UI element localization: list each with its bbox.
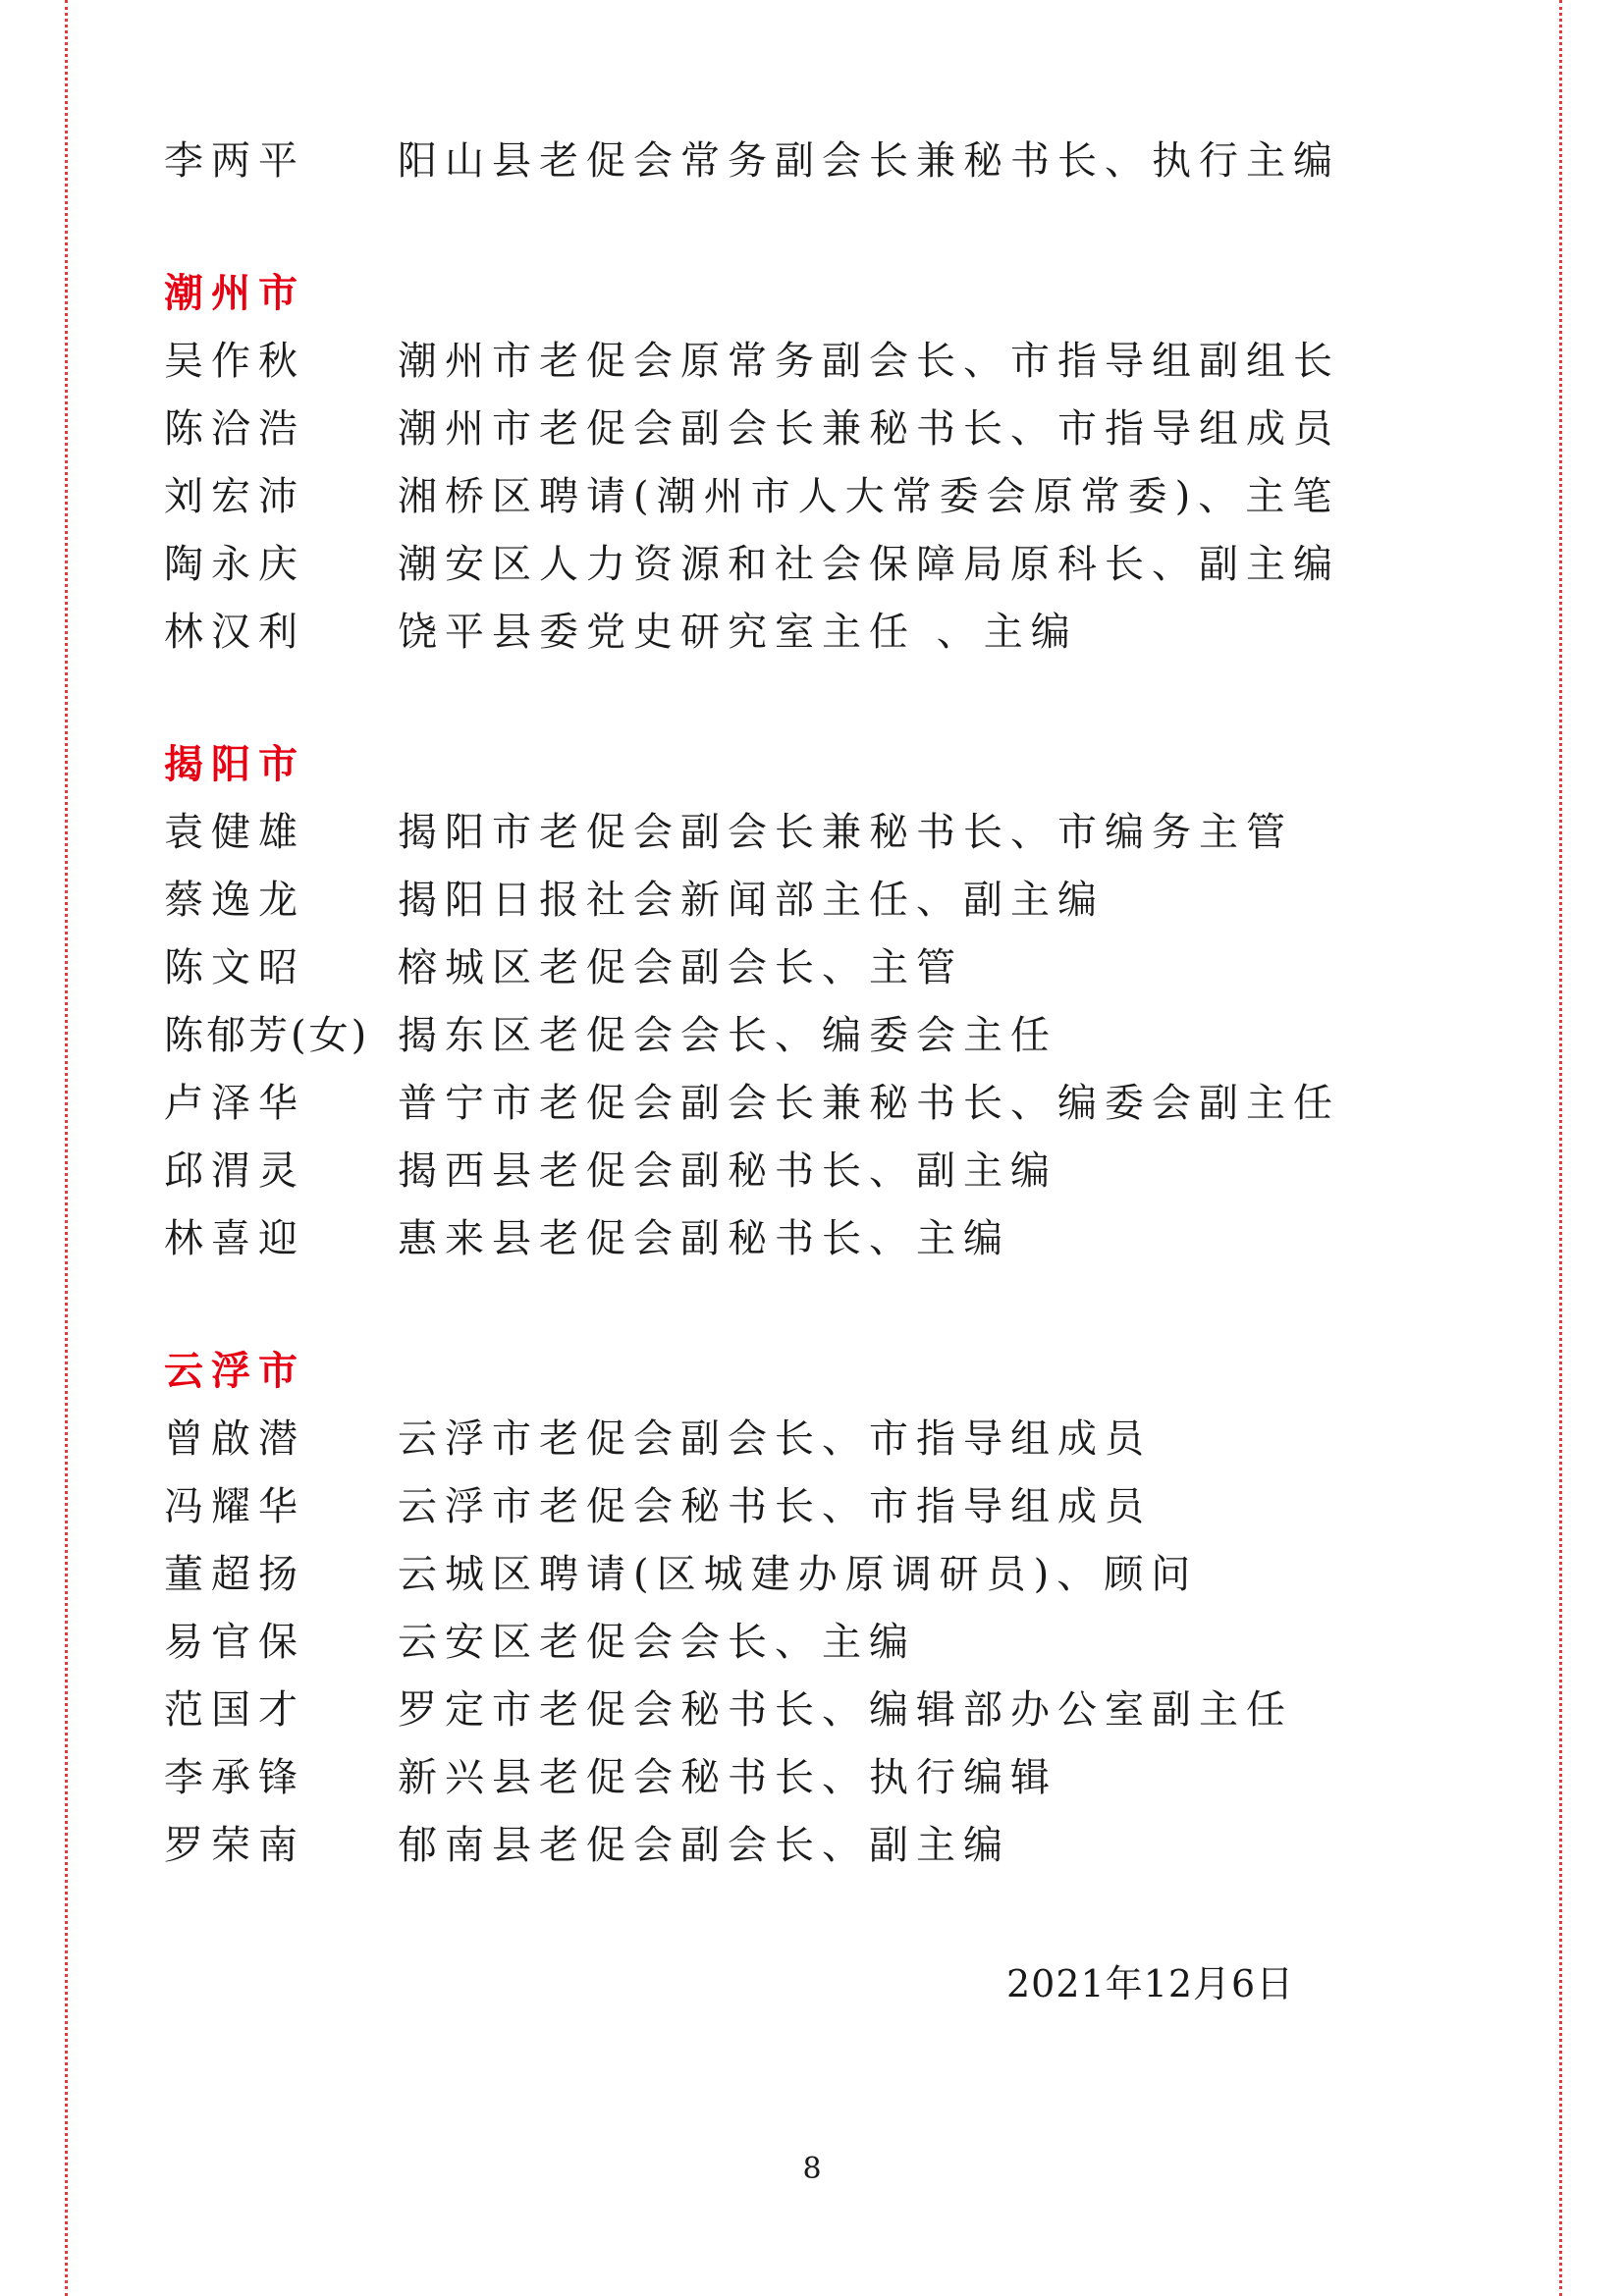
member-name: 卢泽华 — [164, 1081, 305, 1126]
member-row — [164, 1609, 1342, 1677]
member-title: 湘桥区聘请(潮州市人大常委会原常委)、主笔 — [398, 474, 1340, 519]
member-row — [164, 1812, 1342, 1880]
member-name: 陈郁芳(女) — [164, 1013, 370, 1058]
member-title: 潮安区人力资源和社会保障局原科长、副主编 — [398, 542, 1340, 587]
member-title: 普宁市老促会副会长兼秘书长、编委会副主任 — [398, 1081, 1340, 1126]
member-title: 榕城区老促会副会长、主管 — [398, 945, 963, 990]
member-name: 李承锋 — [164, 1755, 305, 1800]
member-title: 揭西县老促会副秘书长、副主编 — [398, 1148, 1057, 1194]
member-title: 潮州市老促会原常务副会长、市指导组副组长 — [398, 339, 1340, 384]
member-row — [164, 1070, 1342, 1138]
section-jieyang — [164, 731, 1342, 1273]
member-row — [164, 531, 1342, 599]
member-name: 罗荣南 — [164, 1823, 305, 1868]
city-heading: 揭阳市 — [164, 742, 305, 787]
member-title: 新兴县老促会秘书长、执行编辑 — [398, 1755, 1057, 1800]
member-name: 陈文昭 — [164, 945, 305, 990]
member-name: 林汉利 — [164, 610, 305, 655]
member-row — [164, 867, 1342, 934]
member-title: 云浮市老促会秘书长、市指导组成员 — [398, 1484, 1152, 1529]
section-chaozhou — [164, 260, 1342, 667]
member-name: 陶永庆 — [164, 542, 305, 587]
member-name: 刘宏沛 — [164, 474, 305, 519]
right-dotted-border — [1559, 0, 1562, 2296]
member-title: 郁南县老促会副会长、副主编 — [398, 1823, 1010, 1868]
member-name: 蔡逸龙 — [164, 878, 305, 923]
member-title: 云城区聘请(区城建办原调研员)、顾问 — [398, 1552, 1199, 1597]
document-date: 2021年12月6日 — [1006, 1962, 1295, 2005]
member-title: 云安区老促会会长、主编 — [398, 1620, 916, 1665]
member-name: 陈洽浩 — [164, 406, 305, 452]
member-title: 揭阳日报社会新闻部主任、副主编 — [398, 878, 1105, 923]
member-title: 云浮市老促会副会长、市指导组成员 — [398, 1416, 1152, 1462]
intro-section — [164, 128, 1342, 195]
member-name: 易官保 — [164, 1620, 305, 1665]
member-name: 曾啟潜 — [164, 1416, 305, 1462]
member-row — [164, 328, 1342, 396]
member-list — [164, 128, 1342, 1880]
member-title: 揭东区老促会会长、编委会主任 — [398, 1013, 1057, 1058]
member-row — [164, 799, 1342, 867]
member-name: 范国才 — [164, 1687, 305, 1733]
member-row — [164, 1406, 1342, 1473]
member-title: 饶平县委党史研究室主任 、主编 — [398, 610, 1078, 655]
member-name: 邱渭灵 — [164, 1148, 305, 1194]
member-title: 阳山县老促会常务副会长兼秘书长、执行主编 — [398, 138, 1340, 184]
member-title: 惠来县老促会副秘书长、主编 — [398, 1216, 1010, 1261]
member-title: 揭阳市老促会副会长兼秘书长、市编务主管 — [398, 810, 1293, 855]
member-title: 罗定市老促会秘书长、编辑部办公室副主任 — [398, 1687, 1293, 1733]
member-row — [164, 934, 1342, 1002]
member-name: 冯耀华 — [164, 1484, 305, 1529]
member-name: 林喜迎 — [164, 1216, 305, 1261]
member-row — [164, 1002, 1342, 1070]
member-row — [164, 1205, 1342, 1273]
member-row — [164, 396, 1342, 463]
member-row — [164, 599, 1342, 667]
city-heading: 云浮市 — [164, 1349, 305, 1394]
page-number: 8 — [802, 2152, 822, 2186]
member-row — [164, 1744, 1342, 1812]
member-row — [164, 1541, 1342, 1609]
member-name: 李两平 — [164, 138, 305, 184]
city-heading: 潮州市 — [164, 271, 305, 316]
left-dotted-border — [65, 0, 68, 2296]
member-title: 潮州市老促会副会长兼秘书长、市指导组成员 — [398, 406, 1340, 452]
member-row — [164, 1138, 1342, 1205]
member-row — [164, 1473, 1342, 1541]
member-name: 董超扬 — [164, 1552, 305, 1597]
member-row — [164, 1677, 1342, 1744]
member-row — [164, 463, 1342, 531]
section-yunfu — [164, 1338, 1342, 1880]
member-name: 袁健雄 — [164, 810, 305, 855]
member-name: 吴作秋 — [164, 339, 305, 384]
member-row — [164, 128, 1342, 195]
